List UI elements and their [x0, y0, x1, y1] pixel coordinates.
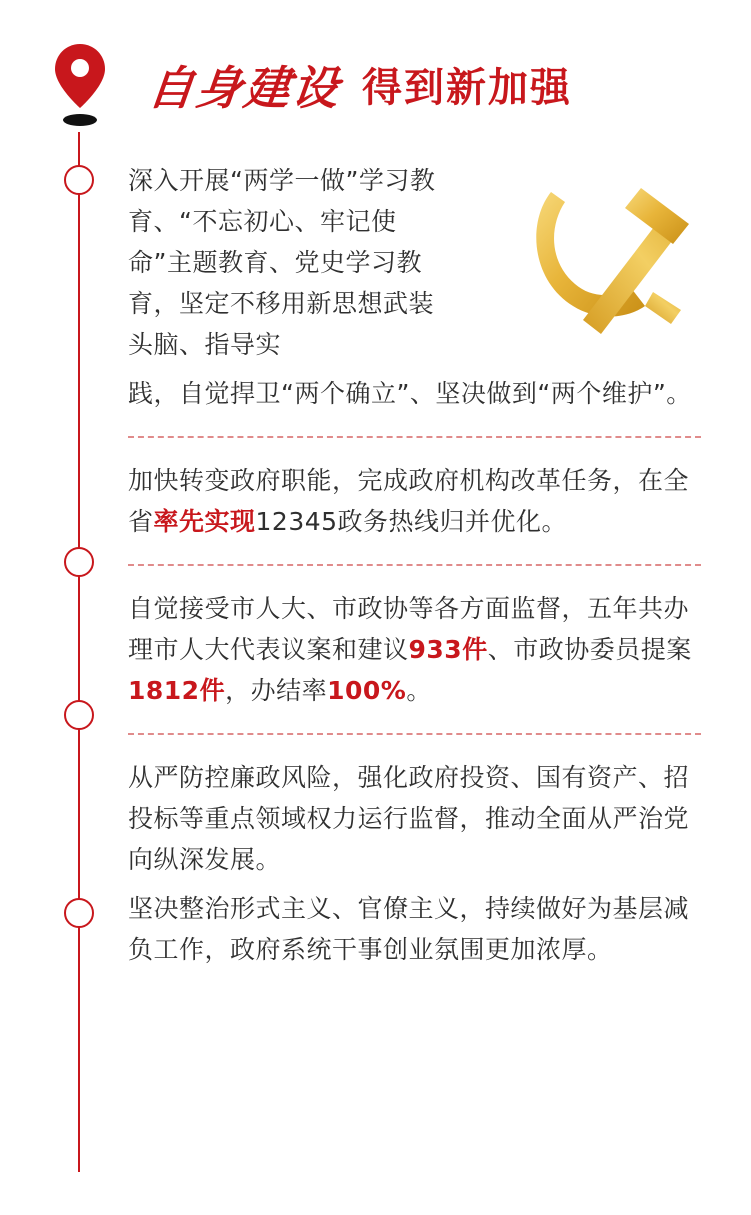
location-pin-icon — [52, 42, 108, 128]
paragraph-text: 从严防控廉政风险，强化政府投资、国有资产、招投标等重点领域权力运行监督，推动全面从严治党向纵深发展。 — [128, 763, 690, 874]
paragraph-text: 践，自觉捍卫“两个确立”、坚决做到“两个维护”。 — [128, 379, 692, 408]
list-item — [128, 588, 708, 711]
timeline-dot-1 — [64, 165, 94, 195]
item-divider — [128, 436, 701, 438]
paragraph-text: 坚决整治形式主义、官僚主义，持续做好为基层减负工作，政府系统干事创业氛围更加浓厚。 — [128, 894, 690, 964]
paragraph-text: 加快转变政府职能，完成政府机构改革任务，在全省 — [128, 466, 690, 536]
highlight-text: 率先实现 — [153, 507, 256, 536]
timeline-dot-2 — [64, 547, 94, 577]
highlight-text: 1812件 — [128, 676, 226, 705]
paragraph-text: 深入开展“两学一做”学习教育、“不忘初心、牢记使命”主题教育、党史学习教育，坚定不移用新思想武装头脑、指导实 — [128, 166, 436, 359]
title-script-part: 自身建设 — [145, 61, 343, 115]
item-divider — [128, 733, 701, 735]
timeline-dot-4 — [64, 898, 94, 928]
list-item — [128, 460, 708, 542]
paragraph — [128, 373, 708, 414]
paragraph — [128, 888, 708, 970]
paragraph — [128, 160, 458, 365]
paragraph-text: ，办结率 — [225, 676, 328, 705]
highlight-text: 933件 — [408, 635, 488, 664]
paragraph — [128, 460, 708, 542]
paragraph — [128, 757, 708, 880]
paragraph-text: 自觉接受市人大、市政协等各方面监督，五年共办理市人大代表议案和建议 — [128, 594, 690, 664]
item-divider — [128, 564, 701, 566]
list-item — [128, 160, 708, 414]
page-title — [145, 48, 572, 128]
paragraph-text: 。 — [406, 676, 432, 705]
paragraph — [128, 588, 708, 711]
highlight-text: 100% — [327, 676, 407, 705]
paragraph-text: 、市政协委员提案 — [487, 635, 692, 664]
timeline-dot-3 — [64, 700, 94, 730]
list-item — [128, 757, 708, 970]
title-bold-part: 得到新加强 — [362, 65, 572, 111]
timeline-line — [78, 132, 80, 1172]
content-list — [128, 160, 708, 970]
paragraph-text: 12345政务热线归并优化。 — [255, 507, 568, 536]
